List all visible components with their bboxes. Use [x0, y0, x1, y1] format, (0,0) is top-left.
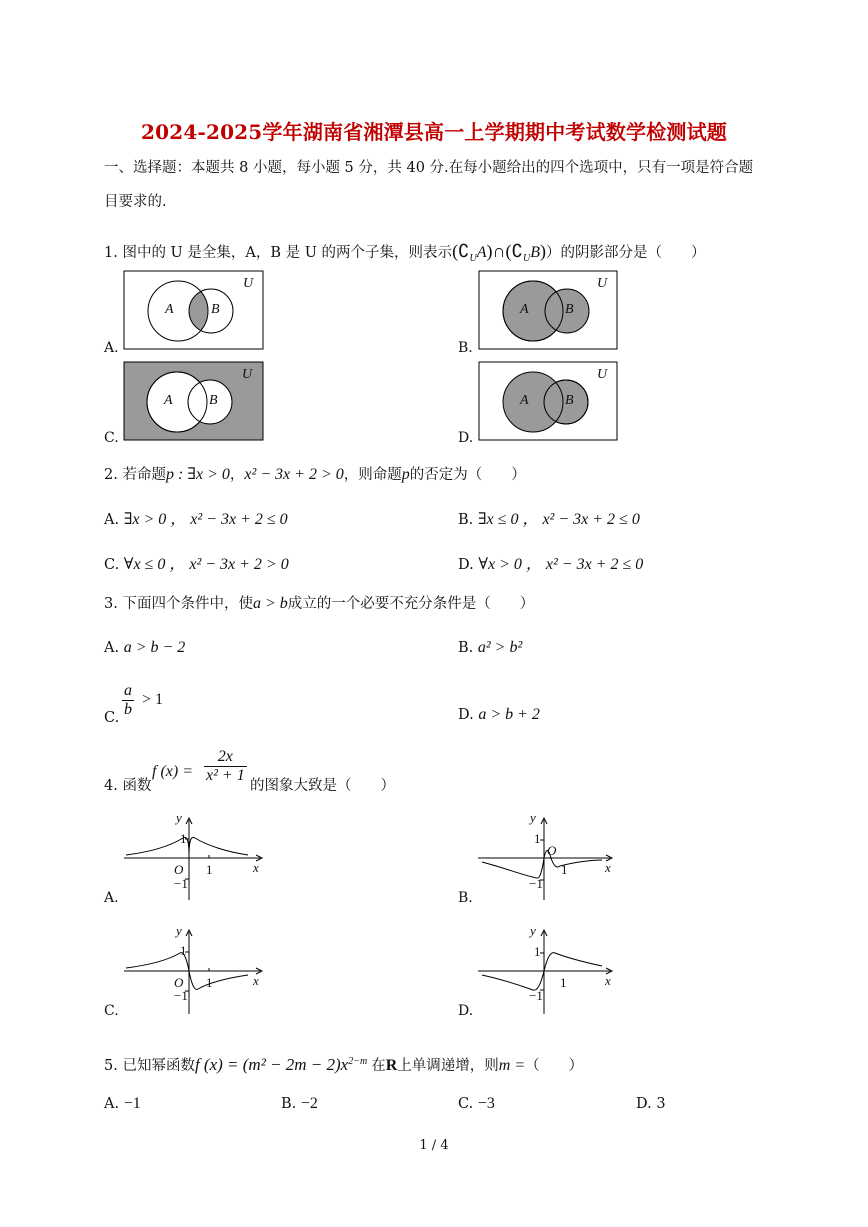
q4-option-a[interactable]: A. — [104, 890, 119, 906]
graph-option-c — [124, 930, 262, 1014]
q2-d-label: D. — [458, 557, 474, 573]
q5-a-text: −1 — [123, 1095, 141, 1112]
q3-a-text: a > b − 2 — [123, 639, 186, 656]
q3-suffix: 成立的一个必要不充分条件是（ ） — [287, 596, 535, 612]
graph-a-x: x — [253, 860, 259, 875]
q1-suffix: ）的阴影部分是（ ） — [546, 245, 706, 261]
graph-b-one-x: 1 — [561, 862, 568, 877]
graph-c-y: y — [176, 923, 182, 938]
q2-b-text: ∃x ≤ 0 ， x² − 3x + 2 ≤ 0 — [477, 511, 640, 528]
venn-d-label-u: U — [597, 367, 608, 382]
graph-a-origin: O — [174, 862, 184, 877]
graph-c-neg-one: −1 — [174, 988, 188, 1003]
q5-fx: f (x) = (m² − 2m − 2)x — [194, 1054, 349, 1074]
q1-sub-u2: U — [522, 252, 531, 264]
q1-expr-close: ) — [540, 241, 546, 261]
venn-b-label-b: B — [565, 302, 574, 317]
venn-a-label-u: U — [243, 276, 254, 291]
q2-mid: ，则命题 — [343, 467, 402, 483]
q5-R: R — [385, 1056, 398, 1074]
q2-ineq: x² − 3x + 2 > 0 — [244, 466, 344, 483]
q2-a-label: A. — [104, 512, 120, 528]
q1-option-a[interactable]: A. — [104, 340, 119, 356]
venn-c-label-a: A — [164, 393, 173, 408]
q1-expr-open: (∁ — [452, 241, 470, 261]
q4-option-b[interactable]: B. — [458, 890, 473, 906]
q5-a-label: A. — [104, 1096, 120, 1112]
q5-option-d[interactable] — [636, 1094, 666, 1114]
q4-option-d[interactable]: D. — [458, 1003, 474, 1019]
q1-sub-u1: U — [469, 252, 477, 264]
q4-den: x² + 1 — [206, 767, 245, 784]
q5-b-label: B. — [281, 1096, 297, 1112]
q5-option-c[interactable] — [458, 1094, 495, 1114]
graph-d-y: y — [530, 923, 536, 938]
venn-c-label-u: U — [242, 367, 253, 382]
graph-d-x: x — [605, 973, 611, 988]
venn-d-label-a: A — [520, 393, 529, 408]
graph-a-y: y — [176, 810, 182, 825]
graph-option-a — [124, 818, 262, 900]
q1-option-b[interactable]: B. — [458, 340, 473, 356]
q3-b-text: a² > b² — [477, 639, 523, 656]
graph-b-one-y: 1 — [534, 831, 541, 846]
page-title: 2024-2025学年湖南省湘潭县高一上学期期中考试数学检测试题 — [140, 120, 728, 144]
q3-d-label: D. — [458, 707, 474, 723]
q2-b-label: B. — [458, 512, 474, 528]
q1-option-d[interactable]: D. — [458, 430, 474, 446]
graph-c-origin: O — [174, 975, 184, 990]
q1-set-a: A — [476, 244, 487, 261]
graph-d-one-y: 1 — [534, 944, 541, 959]
page-number: 1 / 4 — [419, 1138, 449, 1153]
q4-prefix: 4. 函数 — [104, 778, 152, 794]
q2-prefix: 2. 若命题 — [104, 467, 166, 483]
graph-a-one-y: 1 — [180, 831, 187, 846]
q4-num: 2x — [204, 748, 247, 767]
graph-c-one-y: 1 — [180, 943, 187, 958]
q5-exp: 2−m — [348, 1056, 368, 1067]
q3-a-label: A. — [104, 640, 120, 656]
q3-b-label: B. — [458, 640, 474, 656]
q5-suffix: 上单调递增，则 — [397, 1057, 499, 1074]
graph-b-neg-one: −1 — [529, 876, 543, 891]
q5-mid: 在 — [371, 1057, 386, 1074]
venn-a-label-a: A — [165, 302, 174, 317]
q1-option-c[interactable]: C. — [104, 430, 119, 446]
graph-c-x: x — [253, 973, 259, 988]
graph-d-one-x: 1 — [560, 975, 567, 990]
graph-option-d — [478, 930, 612, 1014]
q4-option-c[interactable]: C. — [104, 1003, 119, 1019]
q4-fx: f (x) = — [152, 763, 193, 780]
q3-prefix: 3. 下面四个条件中，使 — [104, 596, 253, 612]
q5-blank: （ ） — [525, 1057, 584, 1074]
q2-p: p — [401, 466, 410, 483]
graph-b-x: x — [605, 860, 611, 875]
q2-suffix: 的否定为（ ） — [409, 467, 526, 483]
graph-a-one-x: 1 — [206, 862, 213, 877]
q2-comma: ， — [229, 467, 245, 483]
graph-c-one-x: 1 — [206, 975, 213, 990]
venn-c-label-b: B — [209, 393, 218, 408]
section-instruction-line1: 一、选择题：本题共 8 小题，每小题 5 分，共 40 分.在每小题给出的四个选项中，只有一项是符合题 — [104, 160, 754, 176]
graph-b-y: y — [530, 810, 536, 825]
q5-d-label: D. — [636, 1096, 652, 1112]
q2-d-text: ∀x > 0 ， x² − 3x + 2 ≤ 0 — [478, 556, 644, 573]
venn-b-label-u: U — [597, 276, 608, 291]
q5-prefix: 5. 已知幂函数 — [104, 1057, 195, 1074]
graph-option-b — [478, 818, 612, 900]
q3-c-label: C. — [104, 710, 120, 726]
q3-c-num: a — [124, 682, 132, 699]
venn-d-label-b: B — [565, 393, 574, 408]
q5-stem — [104, 1052, 583, 1076]
venn-a-label-b: B — [211, 302, 220, 317]
q3-c-den: b — [124, 701, 132, 718]
q5-c-label: C. — [458, 1096, 474, 1112]
q1-cap: )∩(∁ — [486, 241, 523, 261]
q5-c-text: −3 — [477, 1095, 495, 1112]
graph-a-neg-one: −1 — [174, 876, 188, 891]
q1-set-b: B — [530, 244, 540, 261]
q2-a-text: ∃x > 0 ， x² − 3x + 2 ≤ 0 — [123, 511, 288, 528]
venn-b-label-a: A — [520, 302, 529, 317]
graph-b-origin: O — [547, 843, 557, 858]
q3-d-text: a > b + 2 — [478, 706, 540, 723]
graph-d-neg-one: −1 — [529, 988, 543, 1003]
q5-option-a[interactable] — [104, 1094, 141, 1114]
q5-option-b[interactable] — [281, 1094, 318, 1114]
q2-c-label: C. — [104, 557, 120, 573]
q3-cond: a > b — [252, 595, 288, 612]
q4-suffix: 的图象大致是（ ） — [250, 778, 395, 794]
q1-prefix: 1. 图中的 U 是全集，A，B 是 U 的两个子集，则表示 — [104, 245, 453, 261]
q3-c-rest: > 1 — [142, 691, 164, 708]
q5-m: m = — [498, 1056, 526, 1074]
q2-c-text: ∀x ≤ 0 ， x² − 3x + 2 > 0 — [123, 556, 289, 573]
q2-p-expr: p : ∃x > 0 — [165, 466, 230, 483]
q5-b-text: −2 — [300, 1095, 318, 1112]
section-instruction-line2: 目要求的. — [104, 194, 167, 210]
q5-d-text: 3 — [656, 1096, 666, 1112]
